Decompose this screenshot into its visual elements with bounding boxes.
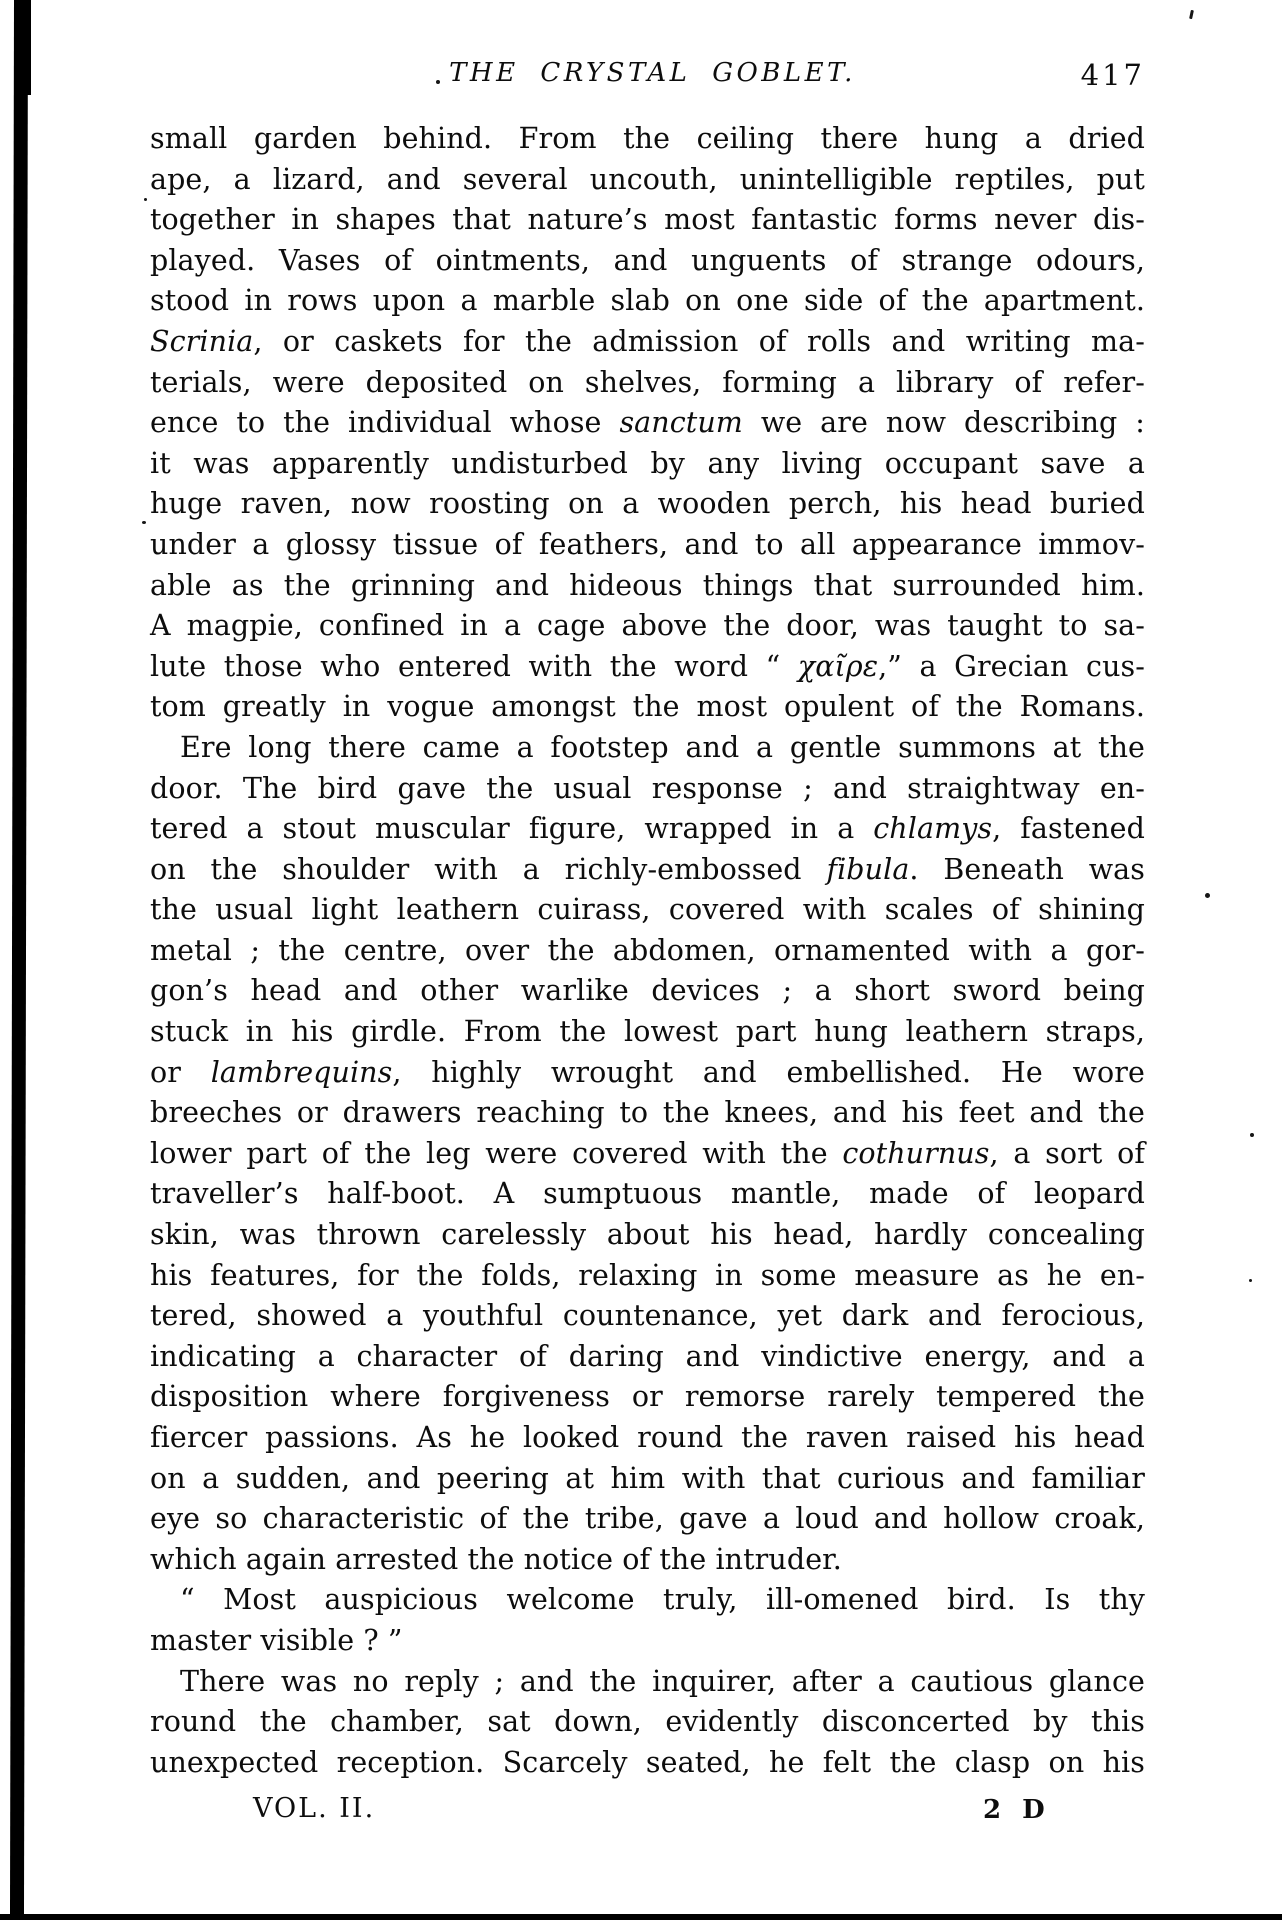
paragraph [150,119,1145,728]
ink-speck [142,521,146,524]
text-line: terials, were deposited on shelves, forming a library of refer- [150,365,1145,399]
text-line: under a glossy tissue of feathers, and to all appearance immov- [150,527,1145,561]
volume-label: VOL. II. [253,1793,376,1824]
text-line: metal ; the centre, over the abdomen, ornamented with a gor- [150,933,1145,967]
text-line: eye so characteristic of the tribe, gave a loud and hollow croak, [150,1502,1145,1536]
ink-speck [436,80,440,84]
text-line: or lambrequins, highly wrought and embellished. He wore [150,1055,1145,1089]
ink-speck [144,198,147,201]
signature-mark: 2 D [983,1795,1051,1825]
text-line: There was no reply ; and the inquirer, after a cautious glance [180,1664,1145,1698]
text-line: gon’s head and other warlike devices ; a short sword being [150,974,1145,1008]
text-line: door. The bird gave the usual response ; and straightway en- [150,771,1145,805]
ink-speck [1189,10,1194,19]
text-line: able as the grinning and hideous things that surrounded him. [150,568,1145,602]
paragraph [150,1662,1145,1784]
text-line: tom greatly in vogue amongst the most opulent of the Romans. [150,690,1145,724]
text-line: the usual light leathern cuirass, covered with scales of shining [150,893,1145,927]
text-line: on the shoulder with a richly-embossed fibula. Beneath was [150,852,1146,886]
text-line: his features, for the folds, relaxing in some measure as he en- [150,1258,1145,1292]
ink-speck [1250,1133,1254,1137]
text-line: stood in rows upon a marble slab on one side of the apartment. [150,284,1145,318]
scan-gutter-shadow-top [26,0,31,95]
text-line: on a sudden, and peering at him with that curious and familiar [150,1461,1145,1495]
text-line: ape, a lizard, and several uncouth, unintelligible reptiles, put [150,162,1145,196]
text-line: small garden behind. From the ceiling there hung a dried [150,122,1145,155]
text-line: indicating a character of daring and vindictive energy, and a [150,1339,1145,1373]
ink-speck [1249,1279,1252,1282]
page-content [150,0,1145,1920]
text-line: tered, showed a youthful countenance, yet dark and ferocious, [150,1299,1145,1333]
text-line: skin, was thrown carelessly about his head, hardly concealing [150,1218,1145,1252]
text-line: ence to the individual whose sanctum we are now describing : [150,406,1145,440]
text-line: stuck in his girdle. From the lowest part hung leathern straps, [150,1015,1145,1049]
running-header [150,58,1145,100]
text-line: unexpected reception. Scarcely seated, he felt the clasp on his [150,1745,1145,1779]
text-line: lute those who entered with the word “ χαῖρε,” a Grecian cus- [150,649,1145,683]
text-line: master visible ? ” [150,1623,403,1657]
text-line: “ Most auspicious welcome truly, ill-omened bird. Is thy [180,1583,1145,1617]
text-line: together in shapes that nature’s most fantastic forms never dis- [150,203,1145,237]
text-line: lower part of the leg were covered with the cothurnus, a sort of [150,1136,1145,1170]
text-line: fiercer passions. As he looked round the raven raised his head [150,1421,1145,1454]
text-line: Scrinia, or caskets for the admission of rolls and writing ma- [150,324,1145,358]
text-line: traveller’s half-boot. A sumptuous mantle, made of leopard [150,1177,1145,1211]
text-line: disposition where forgiveness or remorse rarely tempered the [150,1380,1145,1414]
text-line: which again arrested the notice of the intruder. [150,1542,842,1576]
text-line: round the chamber, sat down, evidently disconcerted by this [150,1705,1145,1739]
text-line: Ere long there came a footstep and a gentle summons at the [180,730,1145,764]
page-title: THE CRYSTAL GOBLET. [449,58,856,88]
scan-bottom-edge [0,1914,1282,1920]
scan-gutter-shadow [10,0,28,1920]
ink-speck [1205,893,1210,898]
page-number: 417 [1080,58,1145,92]
text-line: played. Vases of ointments, and unguents of strange odours, [150,243,1145,277]
text-line: it was apparently undisturbed by any living occupant save a [150,446,1145,480]
text-line: A magpie, confined in a cage above the door, was taught to sa- [150,609,1145,643]
body-text [150,119,1145,1783]
text-line: huge raven, now roosting on a wooden perch, his head buried [150,487,1145,521]
page-footer [150,1793,1145,1833]
paragraph [150,728,1145,1580]
text-line: tered a stout muscular figure, wrapped in a chlamys, fastened [150,812,1145,846]
text-line: breeches or drawers reaching to the knees, and his feet and the [150,1096,1145,1130]
paragraph [150,1580,1145,1661]
